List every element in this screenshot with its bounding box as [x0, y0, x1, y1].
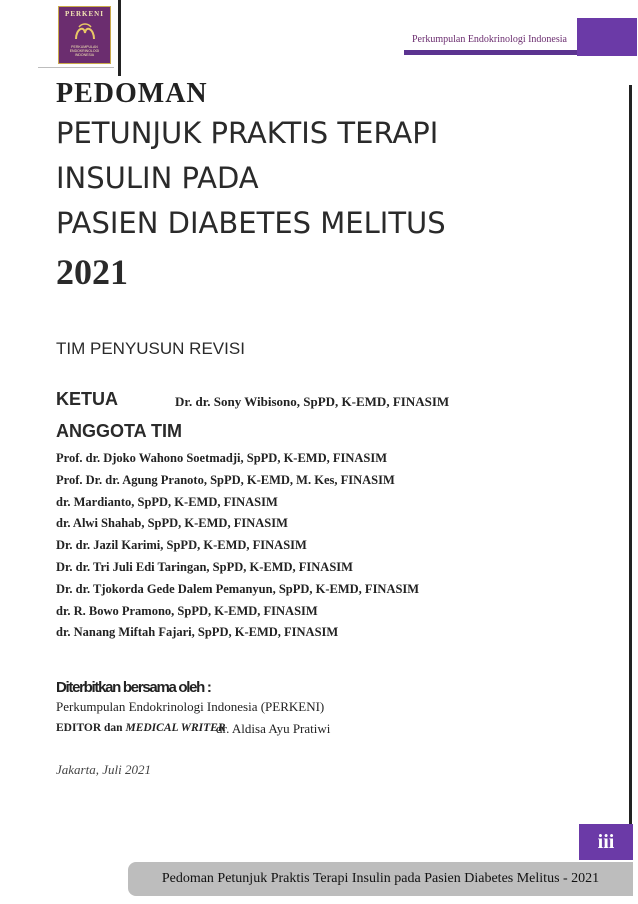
medical-writer-label: MEDICAL WRITER	[125, 722, 226, 734]
team-heading: TIM PENYUSUN REVISI	[56, 339, 245, 358]
member-item: Dr. dr. Jazil Karimi, SpPD, K-EMD, FINASIM	[56, 538, 307, 553]
document-type: PEDOMAN	[56, 78, 208, 109]
footer-bar	[128, 862, 633, 896]
published-by-label: Diterbitkan bersama oleh :	[56, 679, 211, 696]
ketua-name: Dr. dr. Sony Wibisono, SpPD, K-EMD, FINASIM	[175, 394, 450, 409]
perkeni-logo	[58, 6, 111, 64]
member-item: dr. R. Bowo Pramono, SpPD, K-EMD, FINASIM	[56, 603, 318, 618]
member-list	[56, 448, 419, 644]
title-line-2: INSULIN PADA	[56, 161, 259, 195]
member-item: dr. Alwi Shahab, SpPD, K-EMD, FINASIM	[56, 516, 288, 531]
logo-subtext: PERKUMPULAN ENDOKRINOLOGI INDONESIA	[69, 45, 100, 57]
member-item: dr. Nanang Miftah Fajari, SpPD, K-EMD, FINASIM	[56, 625, 339, 640]
publisher-name: Perkumpulan Endokrinologi Indonesia (PERKENI)	[56, 699, 325, 714]
logo-emblem-icon	[72, 21, 99, 43]
member-item: Dr. dr. Tri Juli Edi Taringan, SpPD, K-EMD, FINASIM	[56, 559, 353, 574]
title-line-1: PETUNJUK PRAKTIS TERAPI	[56, 116, 439, 150]
editor-name: dr. Aldisa Ayu Pratiwi	[216, 721, 331, 736]
header-org-title: Perkumpulan Endokrinologi Indonesia	[412, 34, 567, 45]
member-item: dr. Mardianto, SpPD, K-EMD, FINASIM	[56, 494, 278, 509]
logo-underline	[38, 67, 114, 68]
member-item: Prof. dr. Djoko Wahono Soetmadji, SpPD, K-EMD, FINASIM	[56, 451, 388, 465]
ketua-label: KETUA	[56, 389, 118, 409]
anggota-label: ANGGOTA TIM	[56, 421, 182, 441]
page-number: iii	[579, 824, 633, 860]
title-year: 2021	[56, 252, 128, 292]
page-right-border	[629, 85, 632, 826]
logo-text: PERKENI	[65, 10, 104, 18]
editor-label-text: EDITOR dan	[56, 722, 123, 734]
member-item: Dr. dr. Tjokorda Gede Dalem Pemanyun, SpPD, K-EMD, FINASIM	[56, 581, 420, 596]
header-accent-block	[577, 18, 637, 56]
title-line-3: PASIEN DIABETES MELITUS	[56, 206, 446, 240]
editor-label	[56, 722, 226, 734]
footer-running-title: Pedoman Petunjuk Praktis Terapi Insulin pada Pasien Diabetes Melitus - 2021	[161, 871, 600, 886]
header-vertical-bar	[118, 0, 121, 76]
member-item: Prof. Dr. dr. Agung Pranoto, SpPD, K-EMD, M. Kes, FINASIM	[56, 472, 395, 487]
place-date: Jakarta, Juli 2021	[56, 762, 151, 777]
